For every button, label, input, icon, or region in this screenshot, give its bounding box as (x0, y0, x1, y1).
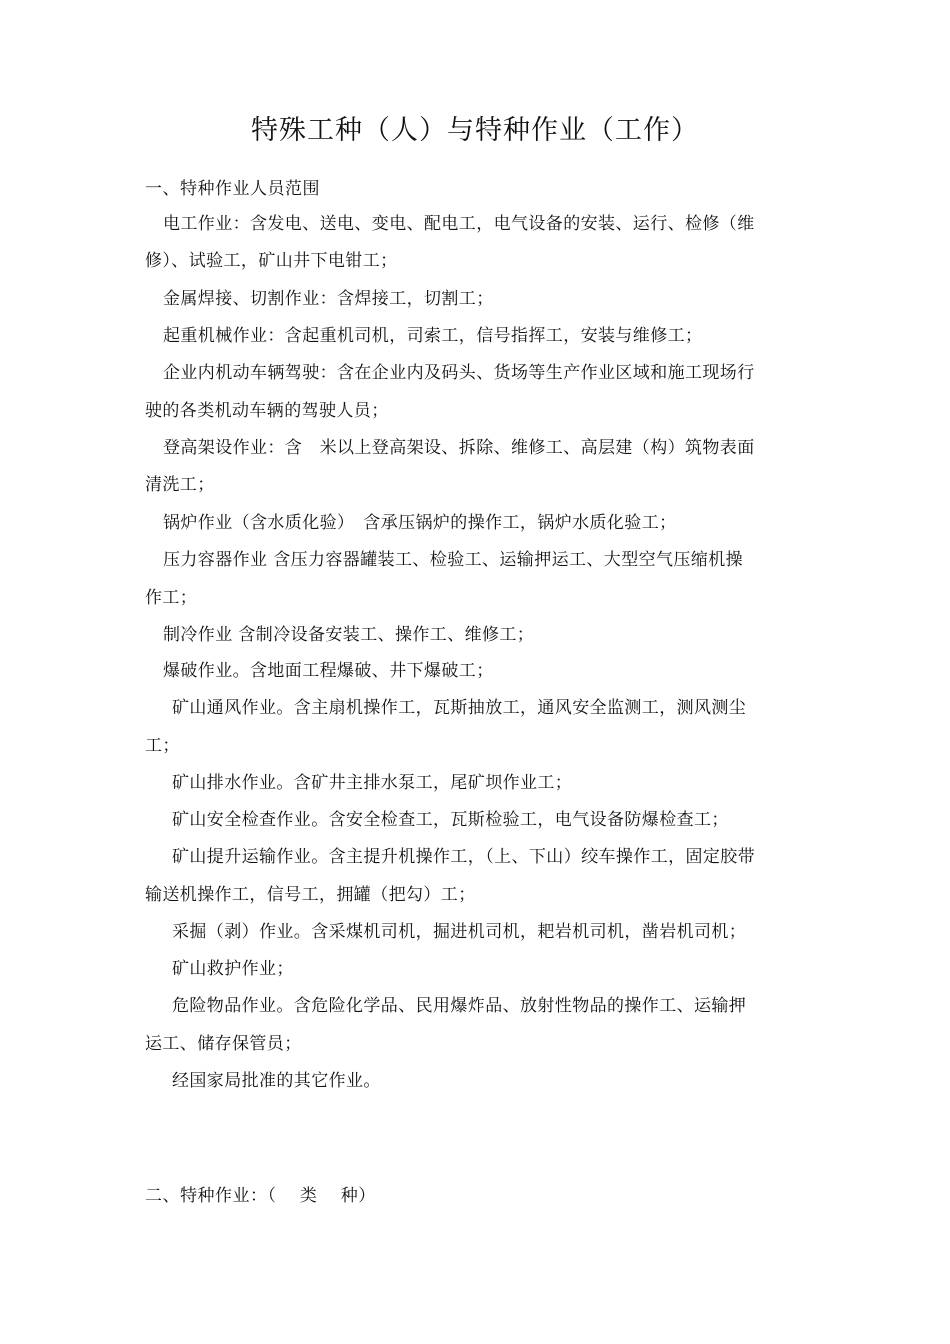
list-item: 登高架设作业：含 米以上登高架设、拆除、维修工、高层建（构）筑物表面 (163, 438, 755, 458)
list-item: 矿山救护作业； (172, 959, 294, 979)
list-item: 金属焊接、切割作业：含焊接工，切割工； (163, 289, 494, 309)
list-item-continuation: 清洗工； (145, 475, 215, 495)
list-item: 矿山安全检查作业。含安全检查工，瓦斯检验工，电气设备防爆检查工； (172, 810, 729, 830)
list-item-continuation: 作工； (145, 588, 198, 608)
section-1-heading: 一、特种作业人员范围 (145, 179, 320, 199)
list-item: 电工作业：含发电、送电、变电、配电工，电气设备的安装、运行、检修（维 (163, 214, 755, 234)
list-item: 矿山通风作业。含主扇机操作工，瓦斯抽放工，通风安全监测工，测风测尘 (172, 698, 747, 718)
list-item-continuation: 修）、试验工，矿山井下电钳工； (145, 251, 398, 271)
section-2-heading: 二、特种作业：（ 类 种） (145, 1186, 376, 1206)
list-item: 企业内机动车辆驾驶：含在企业内及码头、货场等生产作业区域和施工现场行 (163, 363, 755, 383)
list-item: 制冷作业 含制冷设备安装工、操作工、维修工； (163, 625, 535, 645)
list-item-continuation: 运工、储存保管员； (145, 1034, 302, 1054)
list-item: 危险物品作业。含危险化学品、民用爆炸品、放射性物品的操作工、运输押 (172, 996, 747, 1016)
list-item: 爆破作业。含地面工程爆破、井下爆破工； (163, 661, 494, 681)
list-item: 起重机械作业：含起重机司机，司索工，信号指挥工，安装与维修工； (163, 326, 703, 346)
list-item: 矿山提升运输作业。含主提升机操作工，（上、下山）绞车操作工，固定胶带 (172, 847, 756, 867)
document-title: 特殊工种（人）与特种作业（工作） (251, 115, 699, 146)
list-item: 压力容器作业 含压力容器罐装工、检验工、运输押运工、大型空气压缩机操 (163, 550, 744, 570)
list-item-continuation: 工； (145, 736, 180, 756)
list-item: 采掘（剥）作业。含采煤机司机，掘进机司机，耙岩机司机，凿岩机司机； (172, 922, 747, 942)
list-item-continuation: 驶的各类机动车辆的驾驶人员； (145, 401, 389, 421)
list-item-continuation: 输送机操作工，信号工，拥罐（把勾）工； (145, 885, 476, 905)
list-item: 锅炉作业（含水质化验） 含承压锅炉的操作工，锅炉水质化验工； (163, 513, 677, 533)
list-item: 矿山排水作业。含矿井主排水泵工，尾矿坝作业工； (172, 773, 573, 793)
list-item: 经国家局批准的其它作业。 (172, 1071, 381, 1091)
